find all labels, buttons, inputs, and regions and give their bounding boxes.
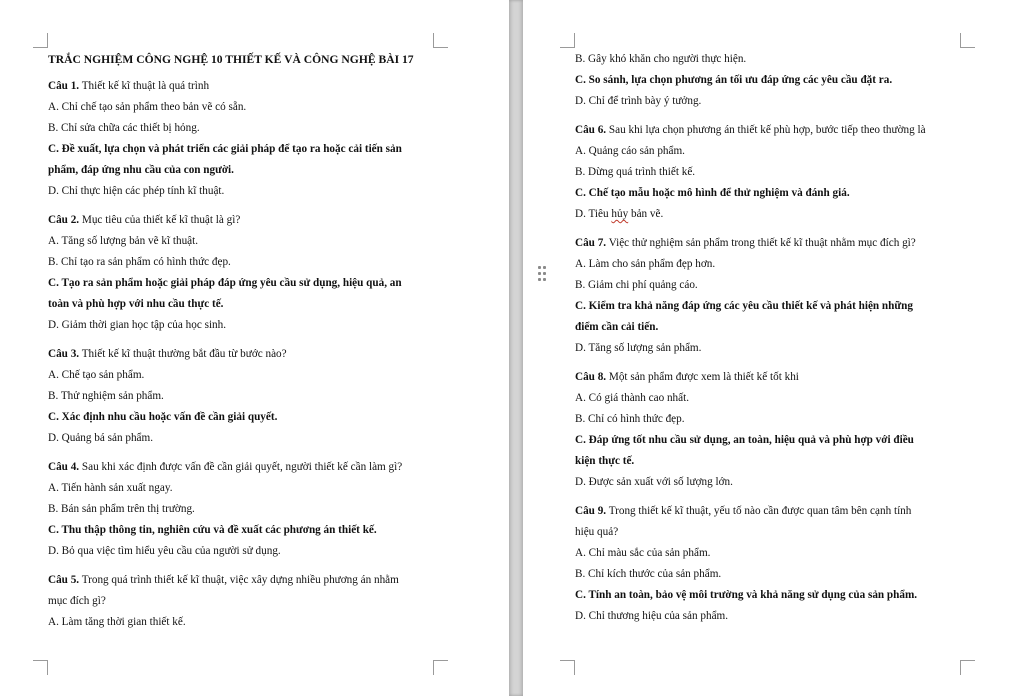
option-a: A. Có giá thành cao nhất. (575, 392, 690, 404)
question-4 (48, 457, 438, 562)
option-b: B. Gây khó khăn cho người thực hiện. (575, 53, 747, 65)
question-5 (48, 570, 438, 633)
crop-mark (960, 33, 975, 48)
question-text: Sau khi xác định được vấn đề cần giải quyết, người thiết kế cần làm gì? (79, 461, 403, 473)
option-c-correct: C. Tính an toàn, bảo vệ môi trường và khả năng sử dụng của sản phẩm. (575, 589, 918, 601)
option-a: A. Chế tạo sản phẩm. (48, 369, 145, 381)
question-text: Việc thử nghiệm sản phẩm trong thiết kế kĩ thuật nhằm mục đích gì? (606, 237, 916, 249)
option-b: B. Chỉ sửa chữa các thiết bị hỏng. (48, 122, 200, 134)
question-2 (48, 210, 438, 336)
option-d: D. Chỉ để trình bày ý tưởng. (575, 95, 702, 107)
block-drag-handle-icon[interactable] (538, 266, 546, 282)
crop-mark (433, 660, 448, 675)
option-c-correct: C. Xác định nhu cầu hoặc vấn đề cần giải quyết. (48, 411, 278, 423)
option-d: D. Tăng số lượng sản phẩm. (575, 342, 702, 354)
option-d (575, 204, 975, 225)
question-3 (48, 344, 438, 449)
option-a: A. Quảng cáo sản phẩm. (575, 145, 685, 157)
option-d: D. Chỉ thực hiện các phép tính kĩ thuật. (48, 185, 225, 197)
question-label: Câu 1. (48, 80, 80, 92)
option-b: B. Dừng quá trình thiết kế. (575, 166, 696, 178)
question-9 (575, 501, 975, 627)
option-b: B. Chỉ có hình thức đẹp. (575, 413, 685, 425)
question-text: Trong thiết kế kĩ thuật, yếu tố nào cần được quan tâm bên cạnh tính (606, 505, 912, 517)
option-b: B. Giảm chi phí quảng cáo. (575, 279, 698, 291)
option-a: A. Chỉ chế tạo sản phẩm theo bản vẽ có sẵn. (48, 101, 247, 113)
spelling-error-word[interactable]: hủy (611, 208, 629, 220)
option-c-correct: C. Đề xuất, lựa chọn và phát triển các giải pháp để tạo ra hoặc cải tiến sản (48, 143, 402, 155)
option-b: B. Chỉ tạo ra sản phẩm có hình thức đẹp. (48, 256, 231, 268)
option-d: D. Chỉ thương hiệu của sản phẩm. (575, 610, 729, 622)
option-c-correct: C. So sánh, lựa chọn phương án tối ưu đáp ứng các yêu cầu đặt ra. (575, 74, 893, 86)
question-label: Câu 2. (48, 214, 80, 226)
page-gutter (509, 0, 523, 696)
option-c-correct-cont: toàn và phù hợp với nhu cầu thực tế. (48, 298, 224, 310)
option-d: D. Bỏ qua việc tìm hiểu yêu cầu của người sử dụng. (48, 545, 281, 557)
option-b: B. Bán sản phẩm trên thị trường. (48, 503, 195, 515)
question-5-cont (575, 49, 975, 112)
question-8 (575, 367, 975, 493)
option-d-text-end: bản vẽ. (628, 208, 664, 220)
question-label: Câu 3. (48, 348, 80, 360)
question-label: Câu 9. (575, 505, 607, 517)
option-a: A. Tiến hành sản xuất ngay. (48, 482, 173, 494)
option-b: B. Chỉ kích thước của sản phẩm. (575, 568, 722, 580)
question-text: Một sản phẩm được xem là thiết kế tốt khi (606, 371, 799, 383)
crop-mark (33, 33, 48, 48)
option-c-correct: C. Tạo ra sản phẩm hoặc giải pháp đáp ứng yêu cầu sử dụng, hiệu quả, an (48, 277, 402, 289)
question-label: Câu 5. (48, 574, 80, 586)
question-text: Sau khi lựa chọn phương án thiết kế phù hợp, bước tiếp theo thường là (606, 124, 926, 136)
option-c-correct-cont: phẩm, đáp ứng nhu cầu của con người. (48, 164, 234, 176)
option-a: A. Làm tăng thời gian thiết kế. (48, 616, 186, 628)
option-a: A. Chỉ màu sắc của sản phẩm. (575, 547, 711, 559)
question-6 (575, 120, 975, 225)
document-title: TRẮC NGHIỆM CÔNG NGHỆ 10 THIẾT KẾ VÀ CÔNG NGHỆ BÀI 17 (48, 53, 414, 66)
option-c-correct-cont: kiện thực tế. (575, 455, 635, 467)
question-label: Câu 4. (48, 461, 80, 473)
question-text-cont: hiệu quả? (575, 526, 619, 538)
page-content[interactable] (48, 49, 438, 641)
option-c-correct: C. Chế tạo mẫu hoặc mô hình để thử nghiệm và đánh giá. (575, 187, 850, 199)
option-c-correct: C. Kiểm tra khả năng đáp ứng các yêu cầu thiết kế và phát hiện những (575, 300, 913, 312)
option-c-correct-cont: điểm cần cải tiến. (575, 321, 659, 333)
option-a: A. Làm cho sản phẩm đẹp hơn. (575, 258, 716, 270)
question-7 (575, 233, 975, 359)
question-text: Trong quá trình thiết kế kĩ thuật, việc xây dựng nhiều phương án nhằm (79, 574, 399, 586)
option-b: B. Thử nghiệm sản phẩm. (48, 390, 164, 402)
option-d: D. Giảm thời gian học tập của học sinh. (48, 319, 227, 331)
crop-mark (560, 33, 575, 48)
option-a: A. Tăng số lượng bản vẽ kĩ thuật. (48, 235, 199, 247)
question-text: Mục tiêu của thiết kế kĩ thuật là gì? (79, 214, 241, 226)
option-d: D. Quảng bá sản phẩm. (48, 432, 154, 444)
option-d-text: D. Tiêu (575, 208, 612, 220)
option-d: D. Được sản xuất với số lượng lớn. (575, 476, 733, 488)
question-label: Câu 7. (575, 237, 607, 249)
question-label: Câu 8. (575, 371, 607, 383)
crop-mark (33, 660, 48, 675)
option-c-correct: C. Đáp ứng tốt nhu cầu sử dụng, an toàn, hiệu quả và phù hợp với điều (575, 434, 914, 446)
document-page-right (523, 0, 1017, 696)
crop-mark (433, 33, 448, 48)
crop-mark (960, 660, 975, 675)
question-text: Thiết kế kĩ thuật thường bắt đầu từ bước nào? (79, 348, 287, 360)
page-content[interactable] (575, 49, 975, 635)
option-c-correct: C. Thu thập thông tin, nghiên cứu và đề xuất các phương án thiết kế. (48, 524, 377, 536)
question-text-cont: mục đích gì? (48, 595, 106, 607)
crop-mark (560, 660, 575, 675)
question-text: Thiết kế kĩ thuật là quá trình (79, 80, 210, 92)
question-label: Câu 6. (575, 124, 607, 136)
question-1 (48, 76, 438, 202)
